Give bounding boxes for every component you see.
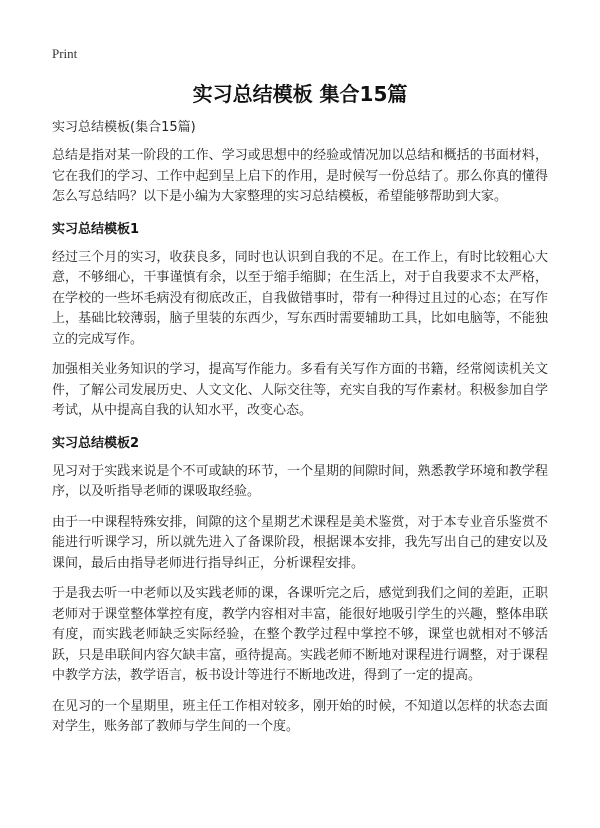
intro-paragraph: 总结是指对某一阶段的工作、学习或思想中的经验或情况加以总结和概括的书面材料，它在我们的学习、工作中起到呈上启下的作用，是时候写一份总结了。那么你真的懂得怎么写总结吗？以下是小编为大家整理的实习总结模板，希望能够帮助到大家。 [52, 148, 548, 204]
print-label: Print [52, 46, 78, 61]
page-title: 实习总结模板 集合15篇 [192, 82, 408, 106]
section-1 [52, 220, 548, 422]
section-heading: 实习总结模板1 [52, 221, 140, 237]
section-2 [52, 434, 548, 738]
section-heading: 实习总结模板2 [52, 435, 140, 451]
section-paragraph: 经过三个月的实习，收获良多，同时也认识到自我的不足。在工作上，有时比较粗心大意，不够细心，干事谨慎有余，以至于缩手缩脚；在生活上，对于自我要求不太严格，在学校的一些坏毛病没有彻底改正，自我做错事时，带有一种得过且过的心态；在写作上，基础比较薄弱，脑子里装的东西少，写东西时需要辅助工具，比如电脑等，不能独立的完成写作。 [52, 249, 548, 347]
document-subtitle: 实习总结模板(集合15篇) [52, 120, 196, 135]
section-paragraph: 见习对于实践来说是个不可或缺的环节，一个星期的间隙时间，熟悉教学环境和教学程序，以及听指导老师的课吸取经验。 [52, 463, 548, 499]
section-paragraph: 加强相关业务知识的学习，提高写作能力。多看有关写作方面的书籍，经常阅读机关文件，了解公司发展历史、人文文化、人际交往等，充实自我的写作素材。积极参加自学考试，从中提高自我的认知水平，改变心态。 [52, 362, 548, 418]
section-paragraph: 在见习的一个星期里，班主任工作相对较多，刚开始的时候，不知道以怎样的状态去面对学生，账务部了教师与学生间的一个度。 [52, 698, 548, 734]
section-paragraph: 于是我去听一中老师以及实践老师的课，各课听完之后，感觉到我们之间的差距，正职老师对于课堂整体掌控有度，教学内容相对丰富，能很好地吸引学生的兴趣，整体串联有度，而实践老师缺乏实际经验，在整个教学过程中掌控不够，课堂也就相对不够活跃，只是串联间内容欠缺丰富，亟待提高。实践老师不断地对课程进行调整，对于课程中教学方法，教学语言，板书设计等进行不断地改进，得到了一定的提高。 [52, 586, 548, 683]
section-paragraph: 由于一中课程特殊安排，间隙的这个星期艺术课程是美术鉴赏，对于本专业音乐鉴赏不能进行听课学习，所以就先进入了备课阶段，根据课本安排，我先写出自己的建安以及课间，最后由指导老师进行指导纠正，分析课程安排。 [52, 514, 548, 571]
